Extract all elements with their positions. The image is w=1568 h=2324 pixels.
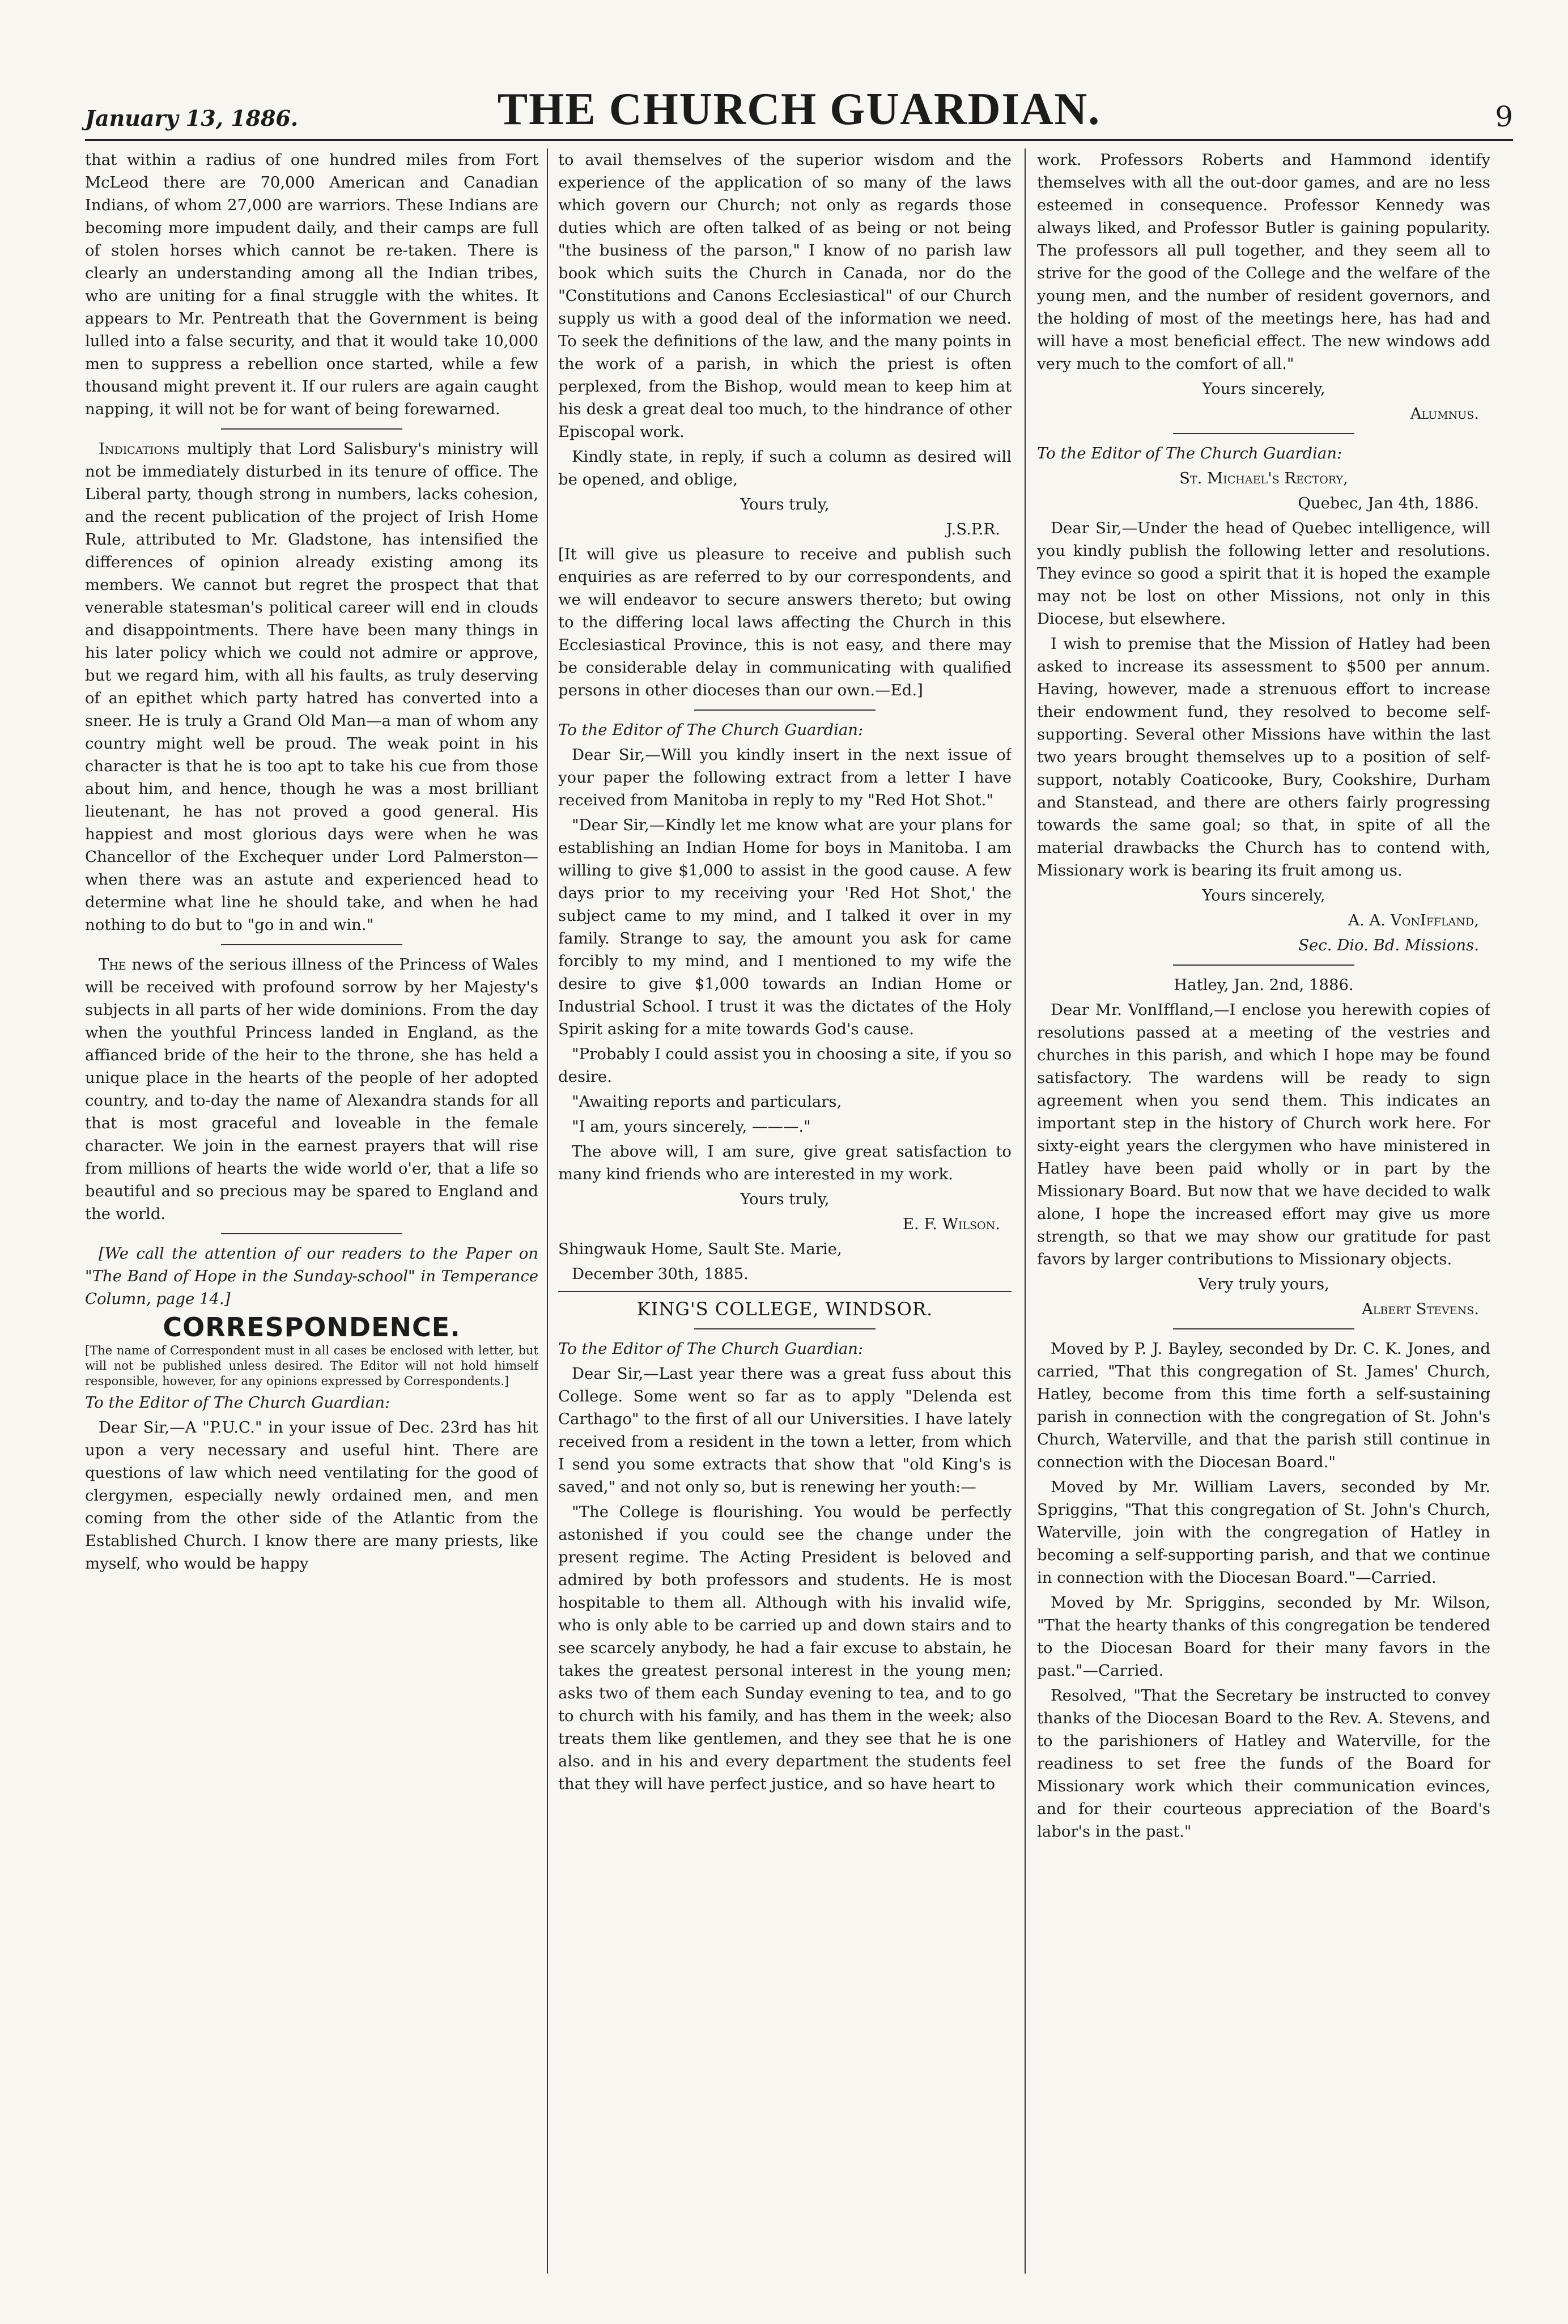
quebec-letter: Dear Sir,—Under the head of Quebec intelligence, will you kindly publish the following letter and resolutions. They evince so good a spirit that it is hoped the example may not be lost on other Missions, not only in this Diocese, but elsewhere.: [1037, 519, 1490, 628]
column-divider-1: [547, 148, 548, 2274]
princess-text: news of the serious illness of the Princess of Wales will be received with profound sorrow by her Majesty's subjects in all parts of her wide dominions. From the day when the youthful Princess landed in England, as the affianced bride of the heir to the throne, she has held a unique place in the hearts of the people of her adopted country, and to-day the name of Alexandra stands for all that is most graceful and loveable in the female character. We join in the earnest prayers that will rise from millions of hearts the wide world o'er, that a life so beautiful and so precious may be spared to England and the world.: [85, 955, 538, 1223]
extract-sincerely: "I am, yours sincerely, ———.": [572, 1118, 811, 1136]
section-rule: [1173, 433, 1354, 434]
section-rule: [558, 1291, 1012, 1292]
closing: Yours truly,: [740, 1190, 830, 1208]
to-editor-line: To the Editor of The Church Guardian:: [558, 1340, 864, 1358]
section-rule: [694, 1328, 876, 1329]
closing: Yours truly,: [740, 495, 830, 513]
rectory-date: Quebec, Jan 4th, 1886.: [1298, 494, 1479, 512]
temperance-note: [We call the attention of our readers to the Paper on "The Band of Hope in the Sunday-school" in Temperance Column, page 14.]: [85, 1244, 538, 1308]
signature-voniffland: A. A. VonIffland,: [1348, 911, 1479, 929]
college-continuation: work. Professors Roberts and Hammond identify themselves with all the out-door games, and are no less esteemed in consequence. Professor Kennedy was always liked, and Professor Butler is gaining popularity. The professors all pull together, and they seem all to strive for the good of the College and the welfare of the young men, and the number of resident governors, and the holding of most of the meetings here, has had and will have a most beneficial effect. The new windows add very much to the comfort of all.": [1037, 151, 1490, 373]
indian-paragraph: that within a radius of one hundred miles from Fort McLeod there are 70,000 American and Canadian Indians, of whom 27,000 are warriors. These Indians are becoming more impudent daily, and their camps are full of stolen horses which cannot be re-taken. There is clearly an understanding among all the Indian tribes, who are uniting for a final struggle with the whites. It appears to Mr. Pentreath that the Government is being lulled into a false security, and that it would take 10,000 men to suppress a rebellion once started, while a few thousand might prevent it. If our rulers are again caught napping, it will not be for want of being forewarned.: [85, 151, 538, 418]
wilson-letter-intro: Dear Sir,—Will you kindly insert in the next issue of your paper the following extract from a letter I have received from Manitoba in reply to my "Red Hot Shot.": [558, 746, 1012, 809]
signature-wilson: E. F. Wilson.: [902, 1215, 1000, 1233]
editor-reply: [It will give us pleasure to receive and publish such enquiries as are referred to by our correspondents, and we will endeavor to secure answers thereto; but owing to the differing local laws affecting the Church in this Ecclesiastical Province, this is not easy, and there may be considerable delay in communicating with qualified persons in other dioceses than our own.—Ed.]: [558, 545, 1012, 699]
masthead: [85, 85, 1513, 141]
signature-jspr: J.S.P.R.: [946, 520, 1000, 538]
issue-date: January 13, 1886.: [85, 105, 299, 131]
rectory-line: St. Michael's Rectory,: [1179, 469, 1348, 487]
section-rule: [1173, 1328, 1354, 1329]
puc-letter: Dear Sir,—A "P.U.C." in your issue of Dec. 23rd has hit upon a very necessary and useful hint. There are questions of law which need ventilating for the good of clergymen, especially newly ordained men, and men coming from the other side of the Atlantic from the Established Church. I know there are many priests, like myself, who would be happy: [85, 1418, 538, 1573]
extract-awaiting: "Awaiting reports and particulars,: [572, 1093, 842, 1111]
kings-letter: Dear Sir,—Last year there was a great fuss about this College. Some went so far as to apply "Delenda est Carthago" to the first of all our Universities. I have lately received from a resident in the town a letter, from which I send you some extracts that show that "old King's is saved," and not only so, but is renewing her youth:—: [558, 1365, 1012, 1496]
closing: Yours sincerely,: [1202, 380, 1325, 398]
resolution-3: Moved by Mr. Spriggins, seconded by Mr. Wilson, "That the hearty thanks of this congregation be tendered to the Diocesan Board for their many favors in the past."—Carried.: [1037, 1594, 1490, 1680]
resolution-1: Moved by P. J. Bayley, seconded by Dr. C. K. Jones, and carried, "That this congregation of St. James' Church, Hatley, become from this time forth a self-sustaining parish in connection with the congregation of St. John's Church, Waterville, and that the parish still continue in connection with the Diocesan Board.": [1037, 1340, 1490, 1471]
wilson-remark: The above will, I am sure, give great satisfaction to many kind friends who are interested in my work.: [558, 1142, 1012, 1183]
letter-continuation: to avail themselves of the superior wisdom and the experience of the application of so many of the laws which govern our Church; not only as regards those duties which are often talked of as being or not being "the business of the parson," I know of no parish law book which suits the Church in Canada, nor do the "Constitutions and Canons Ecclesiastical" of our Church supply us with a good deal of the information we need. To seek the definitions of the law, and the many points in the work of a parish, in which the priest is often perplexed, from the Bishop, would mean to keep him at his desk a great deal too much, to the hindrance of other Episcopal work.: [558, 151, 1012, 441]
closing: Yours sincerely,: [1202, 886, 1325, 904]
signature-alumnus: Alumnus.: [1410, 405, 1479, 423]
column-2: [558, 148, 1012, 2274]
column-3: [1037, 148, 1490, 2274]
college-flourishing: "The College is flourishing. You would be perfectly astonished if you could see the change under the present regime. The Acting President is beloved and admired by both professors and students. He is most hospitable to them all. Although with his invalid wife, who is only able to be carried up and down stairs and to see scarcely anybody, he had a fair excuse to abstain, he takes the greatest personal interest in the young men; asks two of them each Sunday evening to tea, and to go to church with his family, and has them in the week; also treats them like gentlemen, and they see that he is one also. and in his and every department the students feel that they will have perfect justice, and so have heart to: [558, 1503, 1012, 1793]
place-line: Shingwauk Home, Sault Ste. Marie,: [558, 1240, 842, 1258]
column-divider-2: [1025, 148, 1026, 2274]
newspaper-title: THE CHURCH GUARDIAN.: [497, 84, 1101, 134]
correspondence-heading: CORRESPONDENCE.: [163, 1312, 461, 1342]
stevens-letter: Dear Mr. VonIffland,—I enclose you herewith copies of resolutions passed at a meeting of the vestries and churches in this parish, and which I hope may be found satisfactory. The wardens will be ready to sign agreement when you send them. This indicates an important step in the history of Church work here. For sixty-eight years the clergymen who have ministered in Hatley have been paid wholly or in part by the Missionary Board. But now that we have decided to walk alone, I hope the increased effort may give us more strength, so that we may show our gratitude for past favors by larger contributions to Missionary objects.: [1037, 1001, 1490, 1268]
princess-paragraph: [85, 953, 538, 1225]
to-editor-line: To the Editor of The Church Guardian:: [1037, 444, 1342, 462]
section-rule: [221, 1233, 402, 1234]
signature-stevens: Albert Stevens.: [1361, 1300, 1479, 1318]
lead-word: The: [99, 955, 126, 974]
closing: Very truly yours,: [1198, 1275, 1329, 1293]
section-rule: [221, 944, 402, 945]
extract-site: "Probably I could assist you in choosing a site, if you so desire.: [558, 1045, 1012, 1086]
section-rule: [1173, 965, 1354, 966]
lead-word: Indications: [99, 440, 180, 458]
section-rule: [221, 428, 402, 430]
hatley-date: Hatley, Jan. 2nd, 1886.: [1174, 976, 1354, 994]
resolution-2: Moved by Mr. William Lavers, seconded by Mr. Spriggins, "That this congregation of St. John's Church, Waterville, join with the congregation of Hatley in becoming a self-supporting parish, and that we continue in connection with the Diocesan Board."—Carried.: [1037, 1478, 1490, 1587]
salisbury-paragraph: [85, 437, 538, 936]
salisbury-text: multiply that Lord Salisbury's ministry will not be immediately disturbed in its tenure of office. The Liberal party, though strong in numbers, lacks cohesion, and the recent publication of the project of Irish Home Rule, attributed to Mr. Gladstone, has intensified the differences of opinion already existing among its members. We cannot but regret the prospect that that venerable statesman's political career will end in clouds and disappointments. There have been many things in his later policy which we could not admire or approve, but we regard him, with all his faults, as truly deserving of an epithet which party hatred has converted into a sneer. He is truly a Grand Old Man—a man of whom any country might well be proud. The weak point in his character is that he is too apt to take his cue from those about him, and hence, though he was a most brilliant lieutenant, he has not proved a good general. His happiest and most glorious days were when he was Chancellor of the Exchequer under Lord Palmerston—when there was an astute and experienced head to determine what line he should take, and when he had nothing to do but to "go in and win.": [85, 440, 538, 934]
to-editor-line: To the Editor of The Church Guardian:: [558, 721, 864, 739]
section-rule: [694, 709, 876, 711]
kings-college-title: KING'S COLLEGE, WINDSOR.: [636, 1298, 933, 1320]
column-1: [85, 148, 538, 2274]
correspondence-disclaimer: [The name of Correspondent must in all cases be enclosed with letter, but will not be published unless desired. The Editor will not hold himself responsible, however, for any opinions expressed by Correspondents.]: [85, 1344, 538, 1388]
hatley-mission: I wish to premise that the Mission of Hatley had been asked to increase its assessment to $500 per annum. Having, however, made a strenuous effort to increase their endowment fund, they resolved to become self-supporting. Several other Missions have within the last two years brought themselves up to a position of self-support, notably Coaticooke, Bury, Cookshire, Durham and Stanstead, and there are others fairly progressing towards the same goal; so that, in spite of all the material drawbacks the Church has to contend with, Missionary work is bearing its fruit among us.: [1037, 635, 1490, 880]
resolution-4: Resolved, "That the Secretary be instructed to convey thanks of the Diocesan Board to the Rev. A. Stevens, and to the parishioners of Hatley and Waterville, for the readiness to set free the funds of the Board for Missionary work which their communication evinces, and for their courteous appreciation of the Board's labor's in the past.": [1037, 1686, 1490, 1841]
manitoba-extract: "Dear Sir,—Kindly let me know what are your plans for establishing an Indian Home for boys in Manitoba. I am willing to give $1,000 to assist in the good cause. A few days prior to my receiving your 'Red Hot Shot,' the subject came to my mind, and I talked it over in my family. Strange to say, the amount you ask for came forcibly to my mind, and I mentioned to my wife the desire to give $1,000 towards an Indian Home or Industrial School. I trust it was the dictates of the Holy Spirit asking for a mite towards God's cause.: [558, 816, 1012, 1038]
signature-title: Sec. Dio. Bd. Missions.: [1298, 936, 1479, 954]
kindly-state: Kindly state, in reply, if such a column as desired will be opened, and oblige,: [558, 448, 1012, 488]
page-number: 9: [1495, 100, 1513, 133]
date-line: December 30th, 1885.: [572, 1265, 749, 1283]
to-editor-line: To the Editor of The Church Guardian:: [85, 1393, 390, 1412]
